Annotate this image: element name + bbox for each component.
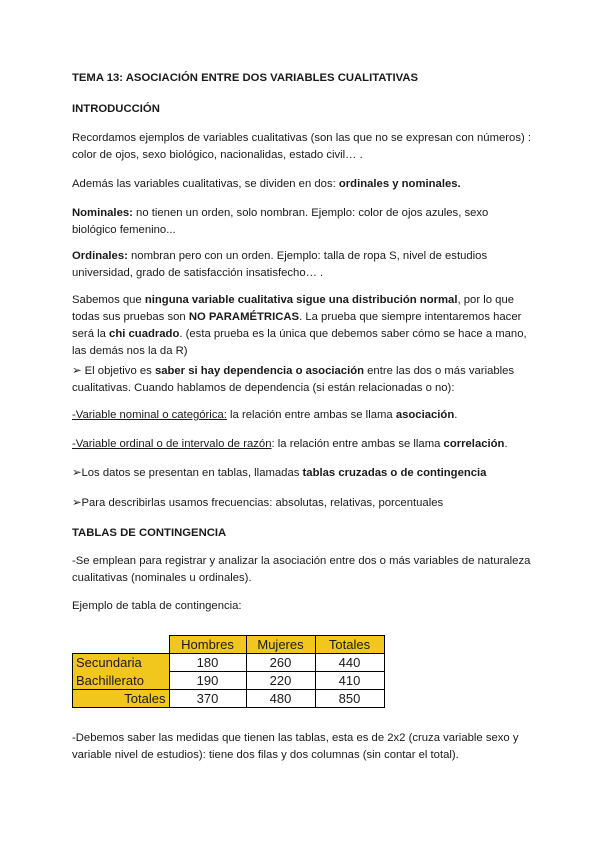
table-cell: 480	[246, 690, 315, 708]
table-cell: 370	[169, 690, 246, 708]
term-ordinales: Ordinales:	[72, 250, 128, 262]
bold-text: chi cuadrado	[109, 328, 180, 340]
paragraph-nominales	[72, 205, 532, 239]
paragraph-tablas-cruzadas	[72, 465, 532, 482]
paragraph-ejemplos: Recordamos ejemplos de variables cualitativas (son las que no se expresan con números) : color de ojos, sexo biológico, nacionalidas, estado civil… .	[72, 132, 532, 161]
table-cell: 220	[246, 672, 315, 690]
table-cell: 850	[315, 690, 384, 708]
paragraph-tablas-definicion: -Se emplean para registrar y analizar la asociación entre dos o más variables de naturaleza cualitativas (nominales u ordinales).	[72, 555, 531, 584]
table-cell: 180	[169, 654, 246, 672]
text: .	[454, 409, 458, 421]
table-total-row	[73, 690, 385, 708]
paragraph-ejemplo-tabla: Ejemplo de tabla de contingencia:	[72, 600, 242, 612]
row-label: Bachillerato	[73, 672, 170, 690]
table-cell: 190	[169, 672, 246, 690]
column-header: Totales	[315, 636, 384, 654]
term-nominales: Nominales:	[72, 207, 133, 219]
text: : la relación entre ambas se llama	[271, 438, 444, 450]
text: . La prueba que siempre intentaremos hacer será la	[72, 311, 522, 340]
paragraph-frecuencias: ➢Para describirlas usamos frecuencias: absolutas, relativas, porcentuales	[72, 497, 444, 509]
paragraph-ordinales	[72, 248, 532, 282]
table-header-row	[73, 636, 385, 654]
table-row	[73, 672, 385, 690]
paragraph-ordinal-correlacion	[72, 436, 532, 453]
text: nombran pero con un orden. Ejemplo: talla de ropa S, nivel de estudios universidad, grado de satisfacción insatisfecho… .	[72, 250, 488, 279]
text: ➢ El objetivo es	[72, 365, 155, 377]
paragraph-nominal-asociacion	[72, 407, 532, 424]
text: no tienen un orden, solo nombran. Ejemplo: color de ojos azules, sexo biológico femenino...	[72, 207, 489, 236]
table-cell: 260	[246, 654, 315, 672]
bold-text: saber si hay dependencia o asociación	[154, 365, 365, 377]
text: . (esta prueba es la única que debemos saber cómo se hace a mano, las demás nos la da R)	[72, 328, 527, 357]
text: .	[504, 438, 508, 450]
underlined-text: -Variable ordinal o de intervalo de razón	[72, 438, 272, 450]
row-label-totales: Totales	[73, 690, 170, 708]
bold-text: asociación	[395, 409, 455, 421]
bold-text: correlación	[443, 438, 505, 450]
column-header: Hombres	[169, 636, 246, 654]
text: Sabemos que	[72, 294, 145, 306]
bold-text: tablas cruzadas o de contingencia	[302, 467, 487, 479]
text: , por lo que todas sus pruebas son	[72, 294, 515, 323]
table-cell: 440	[315, 654, 384, 672]
column-header: Mujeres	[246, 636, 315, 654]
table-row	[73, 654, 385, 672]
paragraph-objetivo	[72, 363, 532, 397]
document-title: TEMA 13: ASOCIACIÓN ENTRE DOS VARIABLES CUALITATIVAS	[72, 72, 419, 84]
paragraph-division	[72, 176, 532, 193]
bold-text: ordinales y nominales.	[338, 178, 461, 190]
paragraph-medidas: -Debemos saber las medidas que tienen las tablas, esta es de 2x2 (cruza variable sexo y variable nivel de estudios): tiene dos filas y dos columnas (sin contar el total).	[72, 732, 519, 761]
bold-text: ninguna variable cualitativa sigue una distribución normal	[144, 294, 458, 306]
bold-text: NO PARAMÉTRICAS	[188, 311, 300, 323]
table-corner	[73, 636, 170, 654]
text: ➢Los datos se presentan en tablas, llamadas	[72, 467, 303, 479]
underlined-text: -Variable nominal o categórica:	[72, 409, 227, 421]
text: entre las dos o más variables cualitativas. Cuando hablamos de dependencia (si están relacionadas o no):	[72, 365, 515, 394]
table-cell: 410	[315, 672, 384, 690]
text: la relación entre ambas se llama	[226, 409, 396, 421]
contingency-table	[72, 635, 385, 708]
section-heading-tablas: TABLAS DE CONTINGENCIA	[72, 527, 227, 539]
paragraph-no-parametricas	[72, 292, 532, 360]
section-heading-introduccion: INTRODUCCIÓN	[72, 103, 160, 115]
row-label: Secundaria	[73, 654, 170, 672]
text: Además las variables cualitativas, se dividen en dos:	[72, 178, 339, 190]
